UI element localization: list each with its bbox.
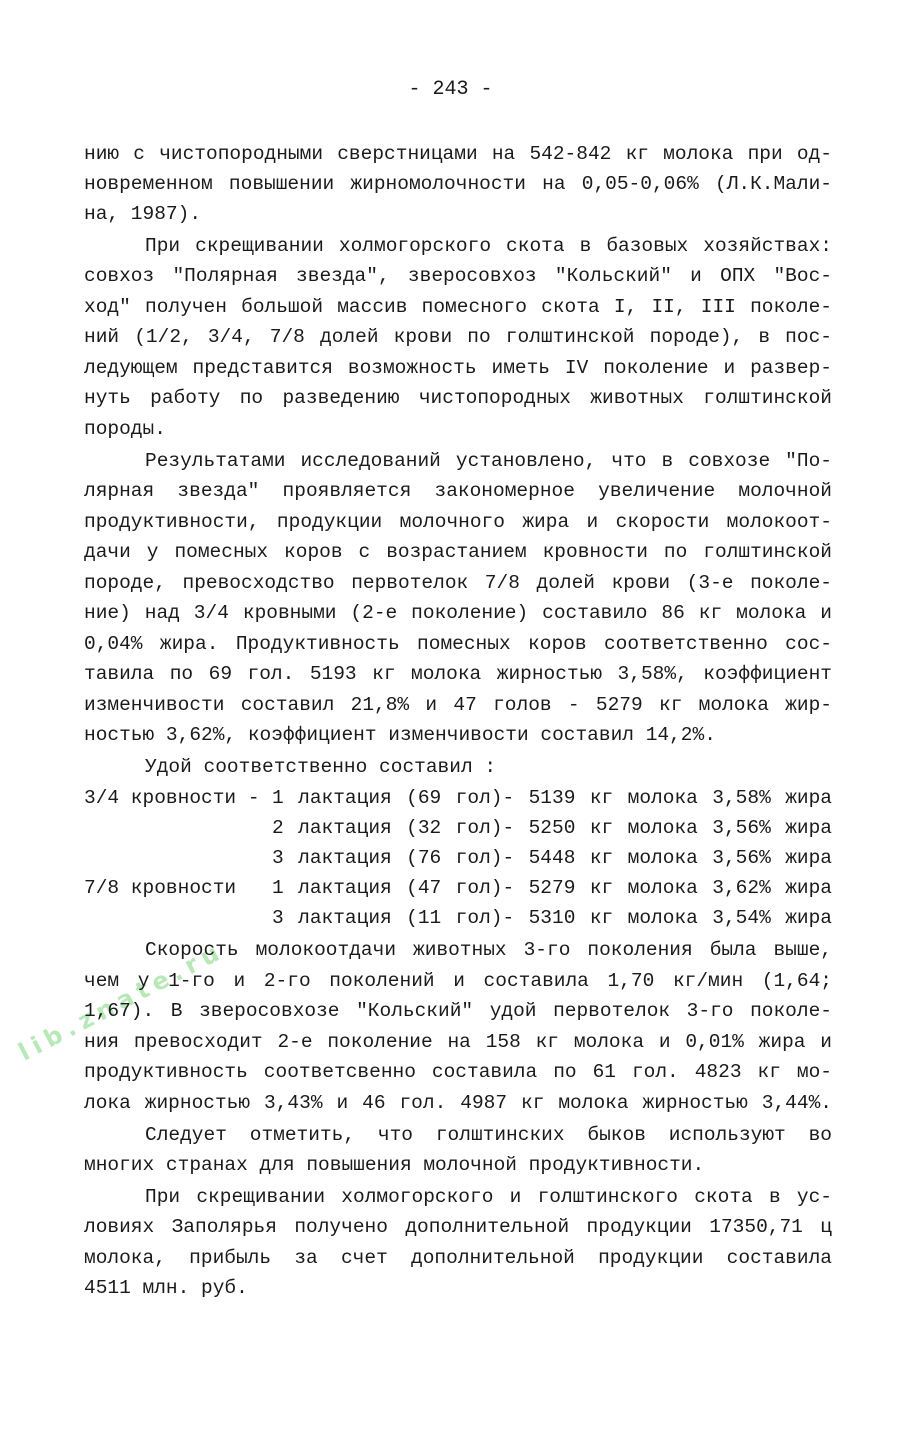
- heads-cell: (32 гол)-: [406, 817, 515, 839]
- text-line: Результатами исследований установлено, что в совхозе "По-: [145, 450, 832, 472]
- table-row: [272, 843, 832, 873]
- table-row: [272, 813, 832, 843]
- text-line: 4511 млн. руб.: [84, 1277, 248, 1299]
- text-line: ход" получен большой массив помесного скота I, II, III поколе-: [84, 296, 832, 318]
- heads-cell: (76 гол)-: [406, 847, 515, 869]
- fat-cell: 3,56% жира: [712, 817, 833, 839]
- text-line: При скрещивании холмогорского скота в базовых хозяйствах:: [145, 235, 832, 257]
- text-line: нуть работу по разведению чистопородных животных голштинской: [84, 387, 832, 409]
- text-line: ностью 3,62%, коэффициент изменчивости составил 14,2%.: [84, 724, 716, 746]
- fat-cell: 3,54% жира: [712, 907, 833, 929]
- fat-cell: 3,62% жира: [712, 877, 833, 899]
- milk-cell: 5139 кг молока: [528, 787, 698, 809]
- fat-cell: 3,58% жира: [712, 787, 833, 809]
- text-line: ледующем представится возможность иметь IV поколение и развер-: [84, 357, 832, 379]
- text-line: лярная звезда" проявляется закономерное увеличение молочной: [84, 480, 832, 502]
- text-line: породы.: [84, 418, 166, 440]
- fat-cell: 3,56% жира: [712, 847, 833, 869]
- lactation-cell: 3 лактация: [272, 907, 392, 929]
- text-line: многих странах для повышения молочной продуктивности.: [84, 1154, 705, 1176]
- text-line: 0,04% жира. Продуктивность помесных коров соответственно сос-: [84, 633, 832, 655]
- text-line: лока жирностью 3,43% и 46 гол. 4987 кг молока жирностью 3,44%.: [84, 1092, 832, 1114]
- text-line: дачи у помесных коров с возрастанием кровности по голштинской: [84, 541, 832, 563]
- lactation-cell: 1 лактация: [272, 787, 392, 809]
- text-line: нию с чистопородными сверстницами на 542-842 кг молока при од-: [84, 143, 832, 165]
- text-line: ние) над 3/4 кровными (2-е поколение) составило 86 кг молока и: [84, 602, 832, 624]
- text-line: продуктивность соответсвенно составила по 61 гол. 4823 кг мо-: [84, 1061, 832, 1083]
- text-line: изменчивости составил 21,8% и 47 голов - 5279 кг молока жир-: [84, 694, 832, 716]
- watermark: lib.znate.ru: [13, 936, 229, 1067]
- lactation-cell: 3 лактация: [272, 847, 392, 869]
- text-line: продуктивности, продукции молочного жира и скорости молокоот-: [84, 511, 832, 533]
- milk-cell: 5310 кг молока: [528, 907, 698, 929]
- text-line: тавила по 69 гол. 5193 кг молока жирностью 3,58%, коэффициент: [84, 663, 832, 685]
- text-line: новременном повышении жирномолочности на 0,05-0,06% (Л.К.Мали-: [84, 173, 832, 195]
- page-number: - 243 -: [408, 78, 493, 101]
- text-line: ний (1/2, 3/4, 7/8 долей крови по голштинской породе), в пос-: [84, 326, 832, 348]
- table-row: [272, 783, 832, 813]
- table-row: [272, 873, 832, 903]
- milk-cell: 5250 кг молока: [528, 817, 698, 839]
- text-line: Скорость молокоотдачи животных 3-го поколения была выше,: [145, 939, 832, 961]
- milk-cell: 5279 кг молока: [528, 877, 698, 899]
- text-line: При скрещивании холмогорского и голштинского скота в ус-: [145, 1186, 832, 1208]
- text-line: ния превосходит 2-е поколение на 158 кг молока и 0,01% жира и: [84, 1031, 832, 1053]
- heads-cell: (69 гол)-: [406, 787, 515, 809]
- yield-row-label: 3/4 кровности -: [84, 787, 260, 809]
- milk-cell: 5448 кг молока: [528, 847, 698, 869]
- table-row: [272, 903, 832, 933]
- text-line: молока, прибыль за счет дополнительной продукции составила: [84, 1247, 832, 1269]
- lactation-cell: 2 лактация: [272, 817, 392, 839]
- text-line: на, 1987).: [84, 203, 202, 225]
- text-line: породе, превосходство первотелок 7/8 долей крови (3-е поколе-: [84, 572, 832, 594]
- text-line: чем у 1-го и 2-го поколений и составила 1,70 кг/мин (1,64;: [84, 970, 832, 992]
- heads-cell: (11 гол)-: [406, 907, 515, 929]
- text-line: совхоз "Полярная звезда", зверосовхоз "Кольский" и ОПХ "Вос-: [84, 265, 832, 287]
- lactation-cell: 1 лактация: [272, 877, 392, 899]
- text-line: Следует отметить, что голштинских быков используют во: [145, 1124, 832, 1146]
- text-line: ловиях Заполярья получено дополнительной продукции 17350,71 ц: [84, 1216, 832, 1238]
- text-line: 1,67). В зверосовхозе "Кольский" удой первотелок 3-го поколе-: [84, 1000, 832, 1022]
- yield-intro: Удой соответственно составил :: [145, 756, 497, 778]
- yield-row-label: 7/8 кровности: [84, 877, 237, 899]
- heads-cell: (47 гол)-: [406, 877, 515, 899]
